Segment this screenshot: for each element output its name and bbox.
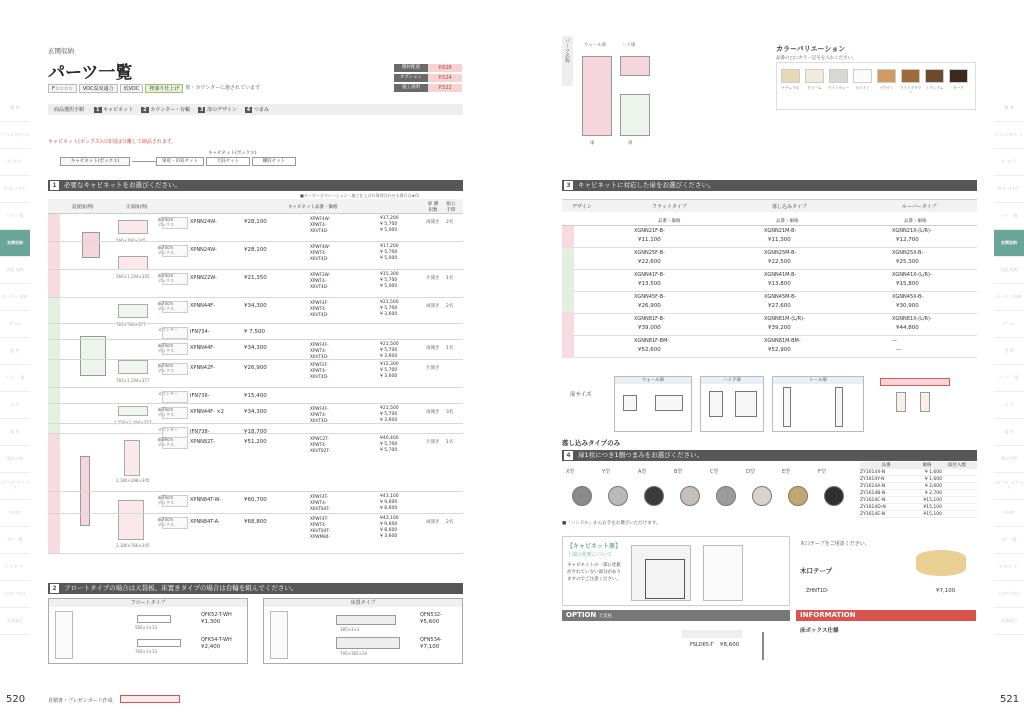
door-code-louver: XGNN81X-(L/R)- [892, 316, 932, 322]
cabinet-code: XPNN42F- [190, 365, 215, 371]
information-header: INFORMATION [796, 610, 976, 621]
set-code: XPWT4- [310, 412, 327, 417]
color-swatch[interactable] [805, 69, 824, 83]
information-sub: 床ボックス仕様 [800, 628, 839, 634]
door-price-louver: ¥30,900 [896, 303, 919, 309]
set-code: XPWF4W- [310, 244, 331, 249]
color-name: ナチュラル [781, 86, 800, 90]
door-price-louver: — [896, 347, 902, 353]
door-code-drop: XGNN21M-B- [764, 228, 797, 234]
set-code: XKVT84T- [310, 528, 331, 533]
door-size-group: トール扉 [772, 376, 864, 432]
cabinet-label: 幅74cm ボックス [158, 273, 174, 283]
cabinet-code: XPNN44F- [190, 303, 215, 309]
cabinet-label: 幅74cm ボックス [158, 245, 174, 255]
selection-steps: 商品選択手順 1 キャビネット 2 カウンター・台輪 3 扉のデザイン 4 つまみ [48, 104, 463, 115]
flow-diagram: キャビネット(ボックス) キャビネット(ボックス) 扉収・吊収セット 天収セット 棚収セット [48, 150, 463, 176]
cabinet-row [48, 340, 463, 360]
knob-table-row: ZY1614B-N ¥ 2,700 [860, 490, 977, 497]
set-code: XPWT4- [310, 250, 327, 255]
knob-type-label: D型 [746, 469, 755, 475]
set-code: XPWT4- [310, 368, 327, 373]
cabinet-code: XPNN24W- [190, 247, 217, 253]
badge: F☆☆☆☆ [48, 84, 77, 93]
cabinet-code: XPNN84T-W- [190, 497, 222, 503]
set-price: ¥15,300 [380, 272, 399, 277]
right-index-tabs: 概 要 ﾎﾞﾘｭｰﾑ ｸﾛｰｾﾞｯﾄ ﾗｸﾞｽﾄｰｸﾞ ｸﾛｰｾﾞｯﾄ ﾀｲﾌﾟ ﾊﾟｰﾂ 一覧 玄関収納 洗面 収納 キッチン 収納 ｵﾌﾟｼｮﾝ 窓 枠 ﾍﾟｰｼﾞ 一覧 天 井 造 作 階段手摺 ﾊｲﾌﾞﾘｯﾄﾞ ﾙｰﾌﾞﾘｯｸ ﾀｲﾙﾌﾛｱ ﾌﾛｱ 一覧 ｶﾞﾗｽ ｶﾞｰﾄﾞ ｲﾝﾃﾘｱ ｱｸｾﾝﾄ 品番索引 [994, 95, 1024, 635]
assembly-people: 2名 [446, 220, 454, 225]
set-code: XPWT4- [310, 278, 327, 283]
feature-badges [48, 84, 260, 93]
door-price-louver: ¥25,300 [896, 259, 919, 265]
door-count: 片開き [426, 366, 440, 371]
badge: 搾油り仕上げ [145, 84, 183, 93]
section-1-note: ■オーダーオペレーション・施工仕上げの扉別合わせる場合は★印 [300, 193, 420, 198]
knob-table: 品番 価格 取付入数 ZY1614X-N ¥ 1,600 ZY1614Y-N ¥ 1,600 ZY1614A-N ¥ 2,600 ZY1614B-N ¥ 2,700 ZY1614C-N ¥15,100 ZY1614D-N ¥15,100 ZY1614E-N ¥15,100 [860, 462, 977, 518]
door-code-flat: XGNN21F-B- [634, 228, 665, 234]
set-price: ¥ 5,700 [380, 306, 398, 311]
cabinet-code: XPNN44F- ×2 [190, 409, 224, 415]
cabinet-code: XPNN22W- [190, 275, 217, 281]
knob-icon[interactable] [824, 486, 844, 506]
cabinet-row [48, 404, 463, 424]
color-swatch[interactable] [781, 69, 800, 83]
cabinet-row [48, 324, 463, 340]
color-swatch[interactable] [853, 69, 872, 83]
cabinet-label: 幅74cm ボックス [158, 217, 174, 227]
set-price: ¥ 5,000 [380, 256, 398, 261]
door-row [574, 336, 977, 358]
set-code: XPWF4T- [310, 516, 329, 521]
door-code-louver: XGNN21X-(L/R)- [892, 228, 932, 234]
set-code: XKVT4D- [310, 418, 329, 423]
set-price: ¥ 3,600 [380, 418, 398, 423]
set-code: XPWF4W- [310, 216, 331, 221]
knob-type-label: X型 [566, 469, 575, 475]
knob-type-label: B型 [674, 469, 683, 475]
cabinet-door-notice: 【キャビネット扉】 上端の化粧について キャビネットの一部に化粧がされていない部分がありますのでご注意ください。 [562, 536, 790, 606]
cabinet-table-header: 設置図(例) 正面図(例) キャビネット品番・価格 扉 選択数 組立 手間 [48, 199, 463, 214]
set-code: XKVT82T- [310, 448, 331, 453]
set-price: ¥ 5,700 [380, 368, 398, 373]
door-size-label: 扉サイズ [570, 392, 592, 398]
assembly-people: 1名 [446, 440, 454, 445]
cabinet-row [48, 360, 463, 388]
set-code: XKVT4D- [310, 312, 329, 317]
set-price: ¥15,300 [380, 362, 399, 367]
cabinet-row [48, 492, 463, 514]
assembly-people: 2名 [446, 520, 454, 525]
set-code: XPWM84- [310, 534, 330, 539]
cabinet-row [48, 434, 463, 492]
warning-note: キャビネット(ボックス)の扉別は分離して納品されます。 [48, 139, 177, 145]
door-count: 両開き [426, 304, 440, 309]
knob-type-label: C型 [710, 469, 719, 475]
color-name: クリーム [807, 86, 822, 90]
cabinet-label: 幅74cm ボックス [158, 363, 174, 373]
door-count: 両開き [426, 520, 440, 525]
door-code-drop: XGNN81M-(L/R)- [764, 316, 805, 322]
color-swatch[interactable] [949, 69, 968, 83]
set-price: ¥21,500 [380, 342, 399, 347]
set-code: XPWF2W- [310, 272, 331, 277]
door-code-louver: — [892, 338, 897, 344]
footer-label: 見積書・プレゼンボード作成 [48, 698, 113, 704]
set-price: ¥40,400 [380, 436, 399, 441]
cabinet-label: カウンター [158, 427, 178, 432]
set-price: ¥17,200 [380, 244, 399, 249]
set-code: XPWT4- [310, 522, 327, 527]
cabinet-price: ¥28,100 [244, 219, 267, 225]
knob-icon[interactable] [608, 486, 628, 506]
set-price: ¥ 5,000 [380, 228, 398, 233]
set-price: ¥21,500 [380, 406, 399, 411]
page-title: パーツ一覧 [48, 63, 133, 83]
door-price-flat: ¥22,600 [638, 259, 661, 265]
door-code-louver: XGNN45X-B- [892, 294, 924, 300]
set-code: XKVT4D- [310, 284, 329, 289]
cabinet-label: 幅74cm ボックス [158, 301, 174, 311]
door-price-louver: ¥15,800 [896, 281, 919, 287]
set-price: ¥ 5,700 [380, 442, 398, 447]
cabinet-price: ¥18,700 [244, 429, 267, 435]
cabinet-row [48, 242, 463, 270]
door-price-flat: ¥11,100 [638, 237, 661, 243]
cabinet-code: IFN734- [190, 329, 210, 335]
assembly-people: 1名 [446, 346, 454, 351]
left-index-tabs: 概 要 ﾎﾞﾘｭｰﾑ ｸﾛｰｾﾞｯﾄ ﾗｸﾞｽﾄｰｸﾞ ｸﾛｰｾﾞｯﾄ ﾀｲﾌﾟ ﾊﾟｰﾂ 一覧 玄関収納 洗面 収納 キッチン 収納 ｵﾌﾟｼｮﾝ 窓 枠 ﾍﾟｰｼﾞ 一覧 天 井 造 作 階段手摺 ﾊｲﾌﾞﾘｯﾄﾞ ﾙｰﾌﾞﾘｯｸ ﾀｲﾙﾌﾛｱ ﾌﾛｱ 一覧 ｶﾞﾗｽ ｶﾞｰﾄﾞ ｲﾝﾃﾘｱ ｱｸｾﾝﾄ 品番索引 [0, 95, 30, 635]
assembly-people: 2名 [446, 304, 454, 309]
knob-icon[interactable] [716, 486, 736, 506]
cabinet-label: 幅74cm ボックス [158, 495, 174, 505]
door-code-flat: XGNN81F-BM- [634, 338, 670, 344]
door-code-flat: XGNN41F-B- [634, 272, 665, 278]
set-code: XKVT4D- [310, 228, 329, 233]
knob-table-row: ZY1614E-N ¥15,100 [860, 511, 977, 518]
set-price: ¥ 3,600 [380, 534, 398, 539]
cabinet-label: 幅74cm ボックス [158, 517, 174, 527]
floor-type-panel: 床置タイプ 385×3×3 QFN532- ¥5,600 795×385×34 QFN534- ¥7,100 [263, 598, 463, 664]
color-name: ホワイト [855, 86, 870, 90]
cabinet-price: ¥60,700 [244, 497, 267, 503]
door-price-flat: ¥52,600 [638, 347, 661, 353]
door-code-drop: XGNN81M-BM- [764, 338, 801, 344]
knob-table-row: ZY1614D-N ¥15,100 [860, 504, 977, 511]
knob-type-label: E型 [782, 469, 791, 475]
reference-links [394, 64, 464, 92]
badge: VOC温度適合 [79, 84, 118, 93]
knob-table-row: ZY1614A-N ¥ 2,600 [860, 483, 977, 490]
set-code: XPWF4T- [310, 494, 329, 499]
cabinet-code: XPNN84T-A- [190, 519, 220, 525]
door-count: 片開き [426, 276, 440, 281]
set-code: XPWF4F- [310, 406, 329, 411]
assembly-people: 3名 [446, 410, 454, 415]
float-type-panel: フロートタイプ 566×1×13 QFK52-T-WH ¥1,300 766×1×13 QFK54-T-WH ¥2,400 [48, 598, 248, 664]
category-label: 玄関収納 [48, 47, 74, 55]
door-code-flat: XGNN81F-B- [634, 316, 665, 322]
door-price-drop: ¥27,600 [768, 303, 791, 309]
knob-type-label: F型 [818, 469, 826, 475]
door-table: デザイン フラットタイプ 落し込みタイプ ルーバータイプ 品番・価格 品番・価格 品番・価格 XGNN21F-B- ¥11,100 XGNN21M-B- ¥11,300 XGNN21X-(L/R)- ¥12,700 XGNN25F-B- ¥22,600 XGNN25M-B- ¥22,500 XGNN25X-B- ¥25,300 XGNN41F-B- ¥13,500 XGNN41M-B- ¥13,800 XGNN41X-(L/R)- ¥15,800 XGNN45F-B- ¥26,900 XGNN45M-B- ¥27,600 XGNN45X-B- ¥30,900 XGNN81F-B- ¥39,000 XGNN81M-(L/R)- ¥39,200 XGNN81X-(L/R)- ¥44,800 XGNN81F-BM- ¥52,600 XGNN81M-BM- ¥52,900 — — [562, 199, 977, 359]
door-code-louver: XGNN41X-(L/R)- [892, 272, 932, 278]
set-price: ¥21,500 [380, 300, 399, 305]
set-price: ¥ 3,600 [380, 354, 398, 359]
section-1-header: 1 必要なキャビネットをお選びください。 [48, 180, 463, 191]
cabinet-price: ¥68,800 [244, 519, 267, 525]
set-price: ¥ 5,700 [380, 412, 398, 417]
color-name: ブラウン [879, 86, 894, 90]
knob-icon[interactable] [788, 486, 808, 506]
door-price-drop: ¥39,200 [768, 325, 791, 331]
cabinet-code: XPNN44F- [190, 345, 215, 351]
door-price-drop: ¥22,500 [768, 259, 791, 265]
door-price-drop: ¥13,800 [768, 281, 791, 287]
knob-type-label: A型 [638, 469, 647, 475]
cabinet-price: ¥51,200 [244, 439, 267, 445]
cabinet-row [48, 424, 463, 434]
cabinet-price: ¥28,100 [244, 247, 267, 253]
knob-icon[interactable] [752, 486, 772, 506]
set-price: ¥ 8,600 [380, 528, 398, 533]
cabinet-label: カウンター [158, 391, 178, 396]
door-price-flat: ¥39,000 [638, 325, 661, 331]
section-3-header: 3 キャビネットに対応した扉をお選びください。 [562, 180, 977, 191]
color-variation-title: カラーバリエーション [776, 45, 846, 53]
knob-table-row: ZY1614X-N ¥ 1,600 [860, 469, 977, 476]
cabinet-row [48, 388, 463, 404]
ref-link-row[interactable]: 施工説明 P.522 [394, 84, 464, 92]
set-price: ¥43,100 [380, 516, 399, 521]
option-header: OPTION 天気柱 [562, 610, 790, 621]
door-price-louver: ¥44,800 [896, 325, 919, 331]
door-count: 片開き [426, 440, 440, 445]
set-price: ¥ 5,700 [380, 250, 398, 255]
knob-icon[interactable] [644, 486, 664, 506]
door-price-louver: ¥12,700 [896, 237, 919, 243]
door-count: 両開き [426, 346, 440, 351]
knob-type-label: Y型 [602, 469, 611, 475]
drop-type-only: 落し込みタイプのみ [562, 439, 621, 447]
knob-table-row: ZY1614Y-N ¥ 1,600 [860, 476, 977, 483]
set-code: XPWT4- [310, 222, 327, 227]
cabinet-code: IFN738- [190, 429, 210, 435]
cabinet-price: ¥34,300 [244, 409, 267, 415]
set-price: ¥ 3,600 [380, 312, 398, 317]
set-price: ¥ 9,600 [380, 500, 398, 505]
section-4-header: 4 扉1枚につき1個つまみをお選びください。 [562, 450, 977, 461]
option-panel: FSLD65-T ¥8,600 [562, 626, 790, 666]
color-note: 品番の□にカラー記号を入れください。 [776, 56, 857, 61]
set-price: ¥ 5,700 [380, 448, 398, 453]
door-code-flat: XGNN25F-B- [634, 250, 665, 256]
set-price: ¥ 9,600 [380, 522, 398, 527]
door-size-group: ハイア扉 [700, 376, 764, 432]
color-swatches [776, 62, 976, 110]
door-size-group: ウォール扉 [614, 376, 692, 432]
set-code: XPWF4F- [310, 342, 329, 347]
set-price: ¥ 3,600 [380, 374, 398, 379]
cabinet-code: IFN736- [190, 393, 210, 399]
color-swatch[interactable] [829, 69, 848, 83]
cabinet-row [48, 514, 463, 554]
set-code: XKVT4D- [310, 354, 329, 359]
set-code: XPWC2T- [310, 436, 329, 441]
cabinet-price: ¥ 7,500 [244, 329, 265, 335]
knob-table-row: ZY1614C-N ¥15,100 [860, 497, 977, 504]
door-code-drop: XGNN25M-B- [764, 250, 797, 256]
page-number-left: 520 [6, 694, 26, 705]
door-code-flat: XGNN45F-B- [634, 294, 665, 300]
color-swatch[interactable] [877, 69, 896, 83]
edge-tape-panel: 木口テープをご用意ください。 木口テープ ZHNT1D- ¥7,100 [796, 536, 976, 606]
ref-link-row[interactable]: オプション P.524 [394, 74, 464, 82]
badge: 低VOC [120, 84, 144, 93]
cabinet-row [48, 214, 463, 242]
ref-link-row[interactable]: 搬材配置 P.628 [394, 64, 464, 72]
door-row [574, 226, 977, 248]
door-row [574, 292, 977, 314]
set-code: XKVT84T- [310, 506, 331, 511]
set-code: XKVT4D- [310, 256, 329, 261]
assembly-people: 1名 [446, 276, 454, 281]
page-number-right: 521 [1000, 694, 1020, 705]
knob-note: ■「ハンドル」から右手をお選びいただけます。 [562, 521, 661, 526]
door-code-drop: XGNN41M-B- [764, 272, 797, 278]
door-count: 両開き [426, 220, 440, 225]
section-2-header: 2 フロートタイプの場合は天袋板、床置きタイプの場合は台輪を組んでください。 [48, 583, 463, 594]
color-name: ミディアム [925, 86, 944, 90]
door-code-drop: XGNN45M-B- [764, 294, 797, 300]
knob-icon[interactable] [680, 486, 700, 506]
set-price: ¥43,100 [380, 494, 399, 499]
cabinet-label: 幅74cm ボックス [158, 343, 174, 353]
door-price-flat: ¥13,500 [638, 281, 661, 287]
set-price: ¥ 5,700 [380, 222, 398, 227]
set-price: ¥ 8,600 [380, 506, 398, 511]
color-swatch[interactable] [925, 69, 944, 83]
color-name: ライトブラウン [899, 86, 922, 94]
set-price: ¥ 5,000 [380, 284, 398, 289]
cabinet-code: XPNN24W- [190, 219, 217, 225]
door-row [574, 248, 977, 270]
set-code: XKVT4D- [310, 374, 329, 379]
set-code: XPWT4- [310, 442, 327, 447]
cabinet-price: ¥26,900 [244, 365, 267, 371]
cabinet-label: 幅39cm ボックス [158, 437, 174, 447]
parts-name-diagram: パーツ名称 ウォール扉 ハイ扉 扉 扉 [562, 36, 672, 150]
cabinet-price: ¥15,400 [244, 393, 267, 399]
color-name: ダーク [953, 86, 964, 90]
knob-icon[interactable] [572, 486, 592, 506]
cabinet-row [48, 298, 463, 324]
cabinet-label: カウンター [158, 327, 178, 332]
door-count: 両開き [426, 410, 440, 415]
set-code: XPWF4F- [310, 300, 329, 305]
badge-note: 扉・カウンターに施されています [185, 85, 261, 91]
cabinet-price: ¥34,300 [244, 303, 267, 309]
set-code: XPWT4- [310, 500, 327, 505]
door-price-drop: ¥52,900 [768, 347, 791, 353]
set-code: XPWT4- [310, 306, 327, 311]
cabinet-price: ¥21,350 [244, 275, 267, 281]
color-name: ライトグレー [827, 86, 850, 90]
set-code: XPWF2F- [310, 362, 329, 367]
door-code-louver: XGNN25X-B- [892, 250, 924, 256]
door-price-flat: ¥26,900 [638, 303, 661, 309]
set-price: ¥ 5,700 [380, 278, 398, 283]
set-price: ¥ 5,700 [380, 348, 398, 353]
cabinet-price: ¥34,300 [244, 345, 267, 351]
set-code: XPWT4- [310, 348, 327, 353]
color-swatch[interactable] [901, 69, 920, 83]
cabinet-label: 幅74cm ボックス [158, 407, 174, 417]
door-row [574, 270, 977, 292]
cabinet-row [48, 270, 463, 298]
door-price-drop: ¥11,300 [768, 237, 791, 243]
cabinet-code: XPNN82T- [190, 439, 215, 445]
set-price: ¥17,200 [380, 216, 399, 221]
door-row [574, 314, 977, 336]
